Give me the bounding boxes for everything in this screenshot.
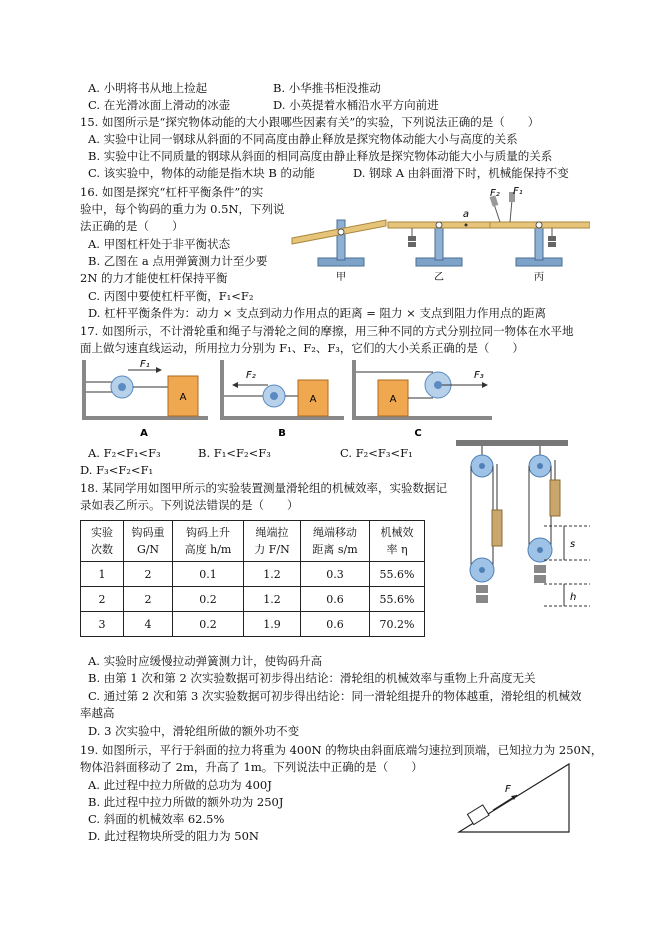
q16-option-d: D. 杠杆平衡条件为：动力 × 支点到动力作用点的距离 = 阻力 × 支点到阻力作用点的距离 bbox=[88, 306, 546, 320]
q14-option-d: D. 小英提着水桶沿水平方向前进 bbox=[273, 98, 439, 112]
q19-option-a: A. 此过程中拉力所做的总功为 400J bbox=[88, 778, 272, 792]
incline-force-label: F bbox=[505, 784, 511, 795]
q16-stem-line1: 16. 如图是探究“杠杆平衡条件”的实 bbox=[80, 185, 264, 199]
table-row bbox=[81, 612, 425, 637]
table-header-cell: 钩码重 G/N bbox=[124, 521, 173, 562]
q15-option-c: C. 该实验中，物体的动能是指木块 B 的动能 bbox=[88, 166, 315, 180]
q17-option-d: D. F₃<F₂<F₁ bbox=[80, 463, 154, 477]
lever-figure bbox=[290, 186, 590, 286]
q15-option-d: D. 钢球 A 由斜面滑下时，机械能保持不变 bbox=[353, 166, 569, 180]
panel-c bbox=[352, 360, 492, 439]
table-cell: 1.2 bbox=[244, 562, 301, 587]
q18-option-a: A. 实验时应缓慢拉动弹簧测力计，使钩码升高 bbox=[88, 654, 323, 668]
table-cell: 2 bbox=[124, 562, 173, 587]
q19-option-c: C. 斜面的机械效率 62.5% bbox=[88, 812, 225, 826]
q17-option-b: B. F₁<F₂<F₃ bbox=[198, 446, 271, 460]
q18-option-b: B. 由第 1 次和第 2 次实验数据可初步得出结论：滑轮组的机械效率与重物上升高度无关 bbox=[88, 671, 536, 685]
pulley-block-figure bbox=[452, 440, 592, 620]
panel-a-label: A bbox=[140, 428, 148, 439]
table-cell: 70.2% bbox=[370, 612, 425, 637]
panel-b-block: A bbox=[309, 394, 317, 405]
pulley-horizontal-figure bbox=[78, 360, 498, 442]
table-cell: 0.2 bbox=[173, 612, 244, 637]
lever-yi bbox=[388, 209, 490, 283]
table-cell: 0.2 bbox=[173, 587, 244, 612]
table-row bbox=[81, 562, 425, 587]
q15-option-b: B. 实验中让不同质量的钢球从斜面的相同高度由静止释放是探究物体动能大小与质量的关系 bbox=[88, 149, 553, 163]
table-cell: 1.9 bbox=[244, 612, 301, 637]
q18-stem-line2: 录如表乙所示。下列说法错误的是（ ） bbox=[80, 498, 299, 512]
table-cell: 1 bbox=[81, 562, 124, 587]
q19-stem-line2: 物体沿斜面移动了 2m，升高了 1m。下列说法中正确的是（ ） bbox=[80, 760, 423, 774]
pulley-h-label: h bbox=[570, 592, 577, 603]
panel-a-block: A bbox=[179, 392, 187, 403]
q14-option-a: A. 小明将书从地上捡起 bbox=[88, 81, 208, 95]
q18-option-c-line1: C. 通过第 2 次和第 3 次实验数据可初步得出结论：同一滑轮组提升的物体越重，滑轮组的机械效 bbox=[88, 689, 582, 703]
table-header-cell: 实验 次数 bbox=[81, 521, 124, 562]
table-header-row bbox=[81, 521, 425, 562]
panel-a bbox=[82, 360, 208, 439]
table-cell: 2 bbox=[124, 587, 173, 612]
incline-figure bbox=[455, 760, 575, 835]
q14-option-c: C. 在光滑冰面上滑动的冰壶 bbox=[88, 98, 231, 112]
table-header-cell: 机械效 率 η bbox=[370, 521, 425, 562]
table-cell: 0.6 bbox=[301, 587, 370, 612]
panel-c-block: A bbox=[389, 394, 397, 405]
q15-option-a: A. 实验中让同一钢球从斜面的不同高度由静止释放是探究物体动能大小与高度的关系 bbox=[88, 132, 518, 146]
panel-c-label: C bbox=[414, 428, 422, 439]
q14-option-b: B. 小华推书柜没推动 bbox=[273, 81, 381, 95]
table-header-cell: 绳端移动 距离 s/m bbox=[301, 521, 370, 562]
q16-stem-line3: 法正确的是（ ） bbox=[80, 219, 184, 233]
lever-jia bbox=[292, 220, 386, 283]
q17-stem-line1: 17. 如图所示，不计滑轮重和绳子与滑轮之间的摩擦，用三种不同的方式分别拉同一物体在水平地 bbox=[80, 324, 574, 338]
panel-b-force: F₂ bbox=[246, 370, 256, 381]
q17-stem-line2: 面上做匀速直线运动，所用拉力分别为 F₁、F₂、F₃，它们的大小关系正确的是（ ） bbox=[80, 341, 524, 355]
q16-option-c: C. 丙图中要使杠杆平衡，F₁<F₂ bbox=[88, 289, 254, 303]
table-cell: 2 bbox=[81, 587, 124, 612]
q19-stem-line1: 19. 如图所示，平行于斜面的拉力将重为 400N 的物块由斜面底端匀速拉到顶端，已知拉力为 250N， bbox=[80, 743, 603, 757]
lever-force-f2: F₂ bbox=[490, 188, 500, 199]
table-cell: 0.1 bbox=[173, 562, 244, 587]
table-cell: 0.3 bbox=[301, 562, 370, 587]
table-cell: 1.2 bbox=[244, 587, 301, 612]
lever-force-f1: F₁ bbox=[513, 186, 523, 197]
q15-stem: 15. 如图所示是“探究物体动能的大小跟哪些因素有关”的实验，下列说法正确的是（ ） bbox=[80, 115, 540, 129]
q16-option-b-line2: 2N 的力才能使杠杆保持平衡 bbox=[80, 271, 228, 285]
q18-stem-line1: 18. 某同学用如图甲所示的实验装置测量滑轮组的机械效率，实验数据记 bbox=[80, 481, 447, 495]
pulley-s-label: s bbox=[570, 539, 576, 550]
panel-c-force: F₃ bbox=[474, 370, 484, 381]
panel-b bbox=[220, 360, 344, 439]
table-header-cell: 钩码上升 高度 h/m bbox=[173, 521, 244, 562]
table-cell: 3 bbox=[81, 612, 124, 637]
experiment-table bbox=[80, 520, 425, 637]
panel-a-force: F₁ bbox=[140, 360, 150, 370]
q17-option-c: C. F₂<F₃<F₁ bbox=[340, 446, 413, 460]
q16-stem-line2: 验中，每个钩码的重力为 0.5N，下列说 bbox=[80, 202, 285, 216]
q16-option-b-line1: B. 乙图在 a 点用弹簧测力计至少要 bbox=[88, 254, 268, 268]
table-cell: 55.6% bbox=[370, 562, 425, 587]
table-cell: 55.6% bbox=[370, 587, 425, 612]
lever-point-a: a bbox=[462, 209, 470, 220]
table-header-cell: 绳端拉 力 F/N bbox=[244, 521, 301, 562]
q17-option-a: A. F₂<F₁<F₃ bbox=[88, 446, 161, 460]
q18-option-d: D. 3 次实验中，滑轮组所做的额外功不变 bbox=[88, 724, 300, 738]
q16-option-a: A. 甲图杠杆处于非平衡状态 bbox=[88, 237, 231, 251]
table-row bbox=[81, 587, 425, 612]
q19-option-d: D. 此过程物块所受的阻力为 50N bbox=[88, 829, 259, 843]
lever-label-yi: 乙 bbox=[434, 272, 444, 283]
table-cell: 0.6 bbox=[301, 612, 370, 637]
lever-label-bing: 丙 bbox=[534, 272, 544, 283]
q18-option-c-line2: 率越高 bbox=[80, 706, 115, 720]
lever-bing bbox=[490, 186, 590, 283]
q19-option-b: B. 此过程中拉力所做的额外功为 250J bbox=[88, 795, 284, 809]
panel-b-label: B bbox=[278, 428, 286, 439]
lever-label-jia: 甲 bbox=[336, 272, 346, 283]
table-cell: 4 bbox=[124, 612, 173, 637]
